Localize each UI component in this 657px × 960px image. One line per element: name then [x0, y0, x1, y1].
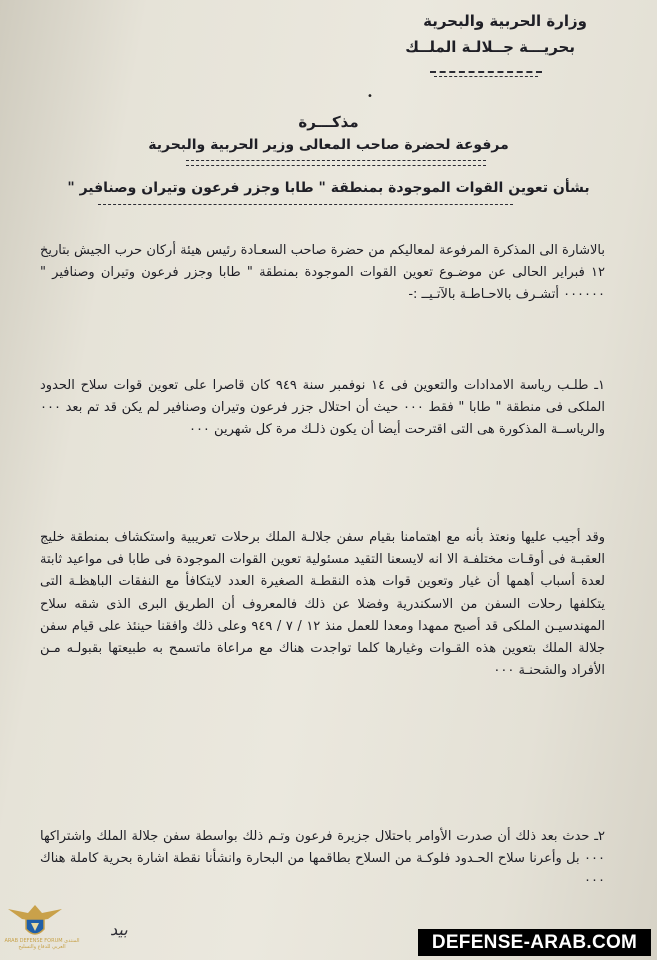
subject-underline	[98, 204, 513, 205]
logo-caption: ARAB DEFENSE FORUM المنتدى العربي للدفاع والتسليح	[4, 938, 80, 950]
navy-name: بحريـــة جــلالـة الملــك	[405, 38, 575, 56]
memo-title: مذكـــرة	[298, 113, 359, 131]
memo-subtitle: مرفوعة لحضرة صاحب المعالى وزير الحربية والبحرية	[148, 137, 509, 153]
pen-mark: •	[367, 91, 373, 102]
memo-subject: بشأن تعوين القوات الموجودة بمنطقة " طابا وجزر فرعون وتيران وصنافير "	[67, 180, 590, 196]
ministry-name: وزارة الحربية والبحرية	[423, 12, 587, 30]
paragraph-response: وقد أجيب عليها ونعتذ بأنه مع اهتمامنا بقيام سفن جلالـة الملك برحلات تعريبية واستكشاف بمنطقة خليج العقبـة فى أوقـات مختلفـة الا انه لايسعنا التقيد مسئولية تعوين القوات الموجودة فى طابا فى مواعيد ثابتة لعدة أسباب أهمها أن غيار وتعوين قوات هذه النقطـة الصغيرة العدد لايتكافأ مع النفقات الباهظـة التى يتكلفها رحلات السفن من الاسكندرية وفضلا عن ذلك فالمعروف أن الطريق البرى الذى شقه سلاح المهندسيـن الملكى قد أصبح ممهدا ومعدا للعمل منذ ١٢ / ٧ / ٩٤٩ وعلى ذلك وافقنا حينئذ على قيام سفن جلالة الملك بتعوين هذه القـوات وغيارها كلما تواجدت هناك مع مراعاة ماتسمح به طبيعتها بقبولـه مـن الأفراد والشحنـة ٠٠٠	[40, 530, 605, 679]
paragraph-point-2: ٢ـ حدث بعد ذلك أن صدرت الأوامر باحتلال جزيرة فرعون وتـم ذلك بواسطة سفن جلالة الملك واشتراكها ٠٠٠ بل وأعرنا سلاح الحـدود فلوكـة من السلاح بطاقمها من البحارة وانشأنا نقطة اشارة بحرية كاملة هناك ٠٠٠	[40, 829, 605, 889]
header-divider	[434, 76, 538, 77]
header-divider	[430, 71, 542, 73]
paragraph-intro: بالاشارة الى المذكرة المرفوعة لمعاليكم من حضرة صاحب السعـادة رئيس هيئة أركان حرب الجيش بتاريخ ١٢ فبراير الحالى عن موضـوع تعوين القوات الموجودة بمنطقة " طابا وجزر فرعون وتيران وصنافير " ٠٠٠٠٠٠ أتشـرف بالاحـاطـة بالآتـيــ :-	[40, 243, 605, 303]
site-watermark: DEFENSE-ARAB.COM	[418, 929, 651, 956]
signature: بيد	[110, 920, 128, 939]
letterhead	[405, 8, 587, 60]
subtitle-divider	[186, 165, 486, 166]
paragraph-point-1: ١ـ طلـب رياسة الامدادات والتعوين فى ١٤ نوفمبر سنة ٩٤٩ كان قاصرا على تعوين قوات سلاح الحدود الملكى فى منطقة " طابا " فقط ٠٠٠ حيث أن احتلال جزر فرعون وتيران وصنافير لم يكن قد تم بعد ٠٠٠ والرياســة المذكورة هى التى اقترحت أيضا أن يكون ذلـك مرة كل شهرين ٠٠٠	[40, 378, 605, 438]
subtitle-divider	[186, 160, 486, 161]
